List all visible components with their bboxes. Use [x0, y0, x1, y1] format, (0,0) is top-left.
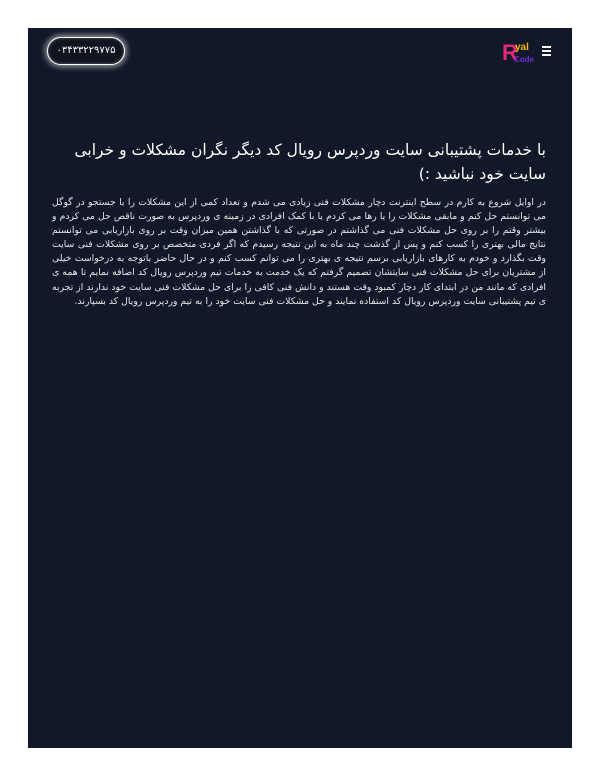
logo-text-bottom: Code [514, 55, 534, 64]
top-navbar [28, 28, 572, 76]
hamburger-icon[interactable] [542, 46, 551, 56]
article-title: با خدمات پشتیبانی سایت وردپرس رویال کد دیگر نگران مشکلات و خرابی سایت خود نباشید :) [74, 141, 546, 183]
logo-graphic [502, 39, 536, 65]
royal-code-logo[interactable] [502, 39, 536, 65]
logo-text-top: yal [515, 42, 529, 53]
article-body: در اوایل شروع به کارم در سطح اینترنت دچار مشکلات فنی زیادی می شدم و تعداد کمی از این مشکلات را با جستجو در گوگل می توانستم حل کنم و مابقی مشکلات را یا رها می کردم یا با کمک افرادی در زمینه ی وردپرس به صورت ناقص حل می کردم و بیشتر وقتم را بر روی حل مشکلات فنی می گذاشتم در صورتی که با گذاشتن همین میزان وقت بر روی بازاریابی می توانستم نتایج مالی بهتری را کسب کنم و پس از گذشت چند ماه به این نتیجه رسیدم که اگر فردی متخصص بر روی مشکلات فنی سایت وقت بگذارد و خودم به کارهای بازاریابی برسم نتیجه ی بهتری را می توانم کسب کنم و در حال حاضر باتوجه به درخواست خیلی از مشتریان برای حل مشکلات فنی سایتشان تصمیم گرفتم که یک خدمت به خدمات تیم وردپرس رویال کد اضافه نمایم تا همه ی افرادی که مانند من در ابتدای کار دچار کمبود وقت هستند و دانش فنی کافی را برای حل مشکلات فنی سایت خود ندارند از تجربه ی تیم پشتیبانی سایت وردپرس رویال کد استفاده نمایند و حل مشکلات فنی سایت خود را به تیم وردپرس رویال کد بسپارند. [52, 197, 546, 307]
phone-call-button[interactable]: ۰۳۴۳۳۲۲۹۷۷۵ [47, 37, 125, 65]
page-frame [28, 28, 572, 748]
article-content [52, 138, 546, 309]
logo-letter: R [502, 40, 518, 65]
